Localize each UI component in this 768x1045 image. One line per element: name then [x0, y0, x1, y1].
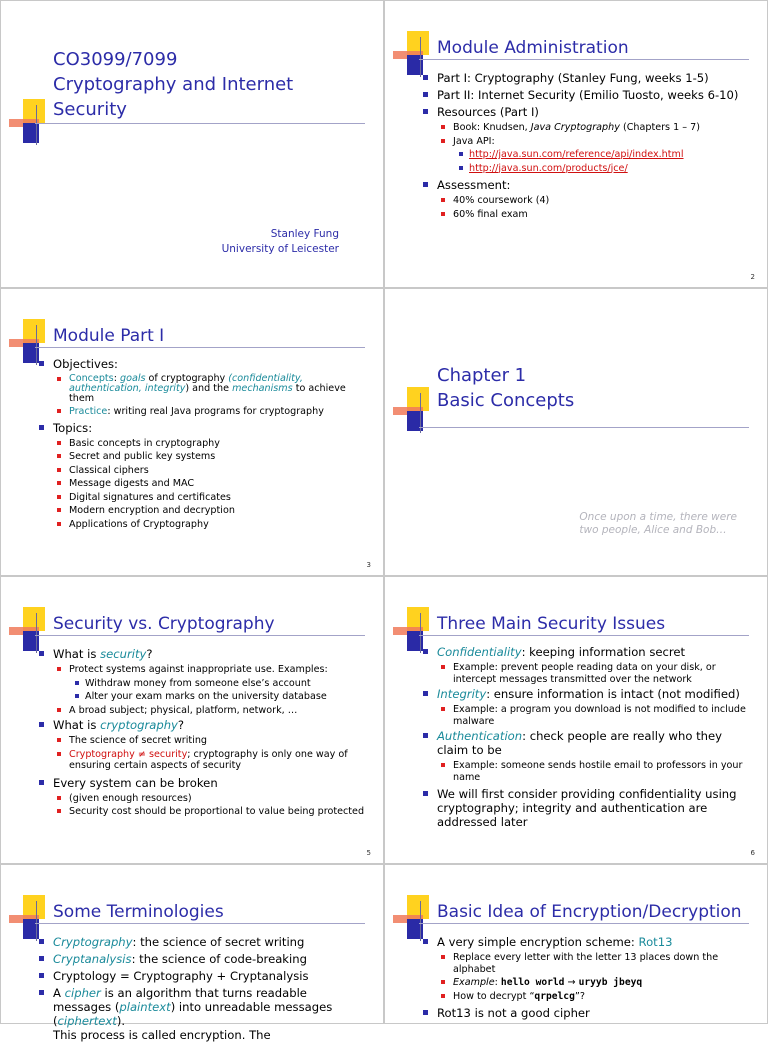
book-title: Java Cryptography [530, 122, 620, 133]
list-item: Protect systems against inappropriate use. Examples: [39, 664, 367, 676]
slide-three-security-issues [384, 576, 768, 864]
text: of cryptography [145, 373, 229, 384]
text: Cryptanalysis [53, 952, 132, 966]
title-underline [35, 347, 365, 348]
text: ) and the [185, 383, 233, 394]
list-item: Objectives: [39, 357, 367, 371]
course-name-line1: Cryptography and Internet [53, 74, 294, 95]
list-item: Applications of Cryptography [39, 519, 367, 531]
text: : ensure information is intact (not modified) [486, 687, 740, 701]
text: ? [146, 647, 153, 661]
list-item: Withdraw money from someone else’s account [39, 678, 367, 690]
text: Authentication [437, 729, 523, 743]
title-underline [35, 923, 365, 924]
chapter-number: Chapter 1 [437, 365, 527, 386]
list-item [39, 374, 367, 404]
quote-line: Once upon a time, there were [579, 511, 737, 523]
list-item [423, 935, 751, 949]
slide-body [423, 645, 751, 832]
list-item: Part II: Internet Security (Emilio Tuosto, weeks 6-10) [423, 88, 751, 102]
list-item [423, 122, 751, 134]
page-number: 2 [750, 273, 755, 281]
list-item: Basic concepts in cryptography [39, 438, 367, 450]
text: Cryptography [53, 935, 133, 949]
text: (confidentiality, authentication, integrity [69, 373, 303, 394]
text: Book: Knudsen, [453, 122, 531, 133]
course-name-line2: Security [53, 99, 127, 120]
slide-body [39, 647, 367, 820]
slide-title: Some Terminologies [53, 902, 224, 922]
list-item: 60% final exam [423, 209, 751, 221]
list-item: 40% coursework (4) [423, 195, 751, 207]
text: to achieve them [69, 383, 346, 404]
list-item: Rot13 is not a good cipher [423, 1006, 751, 1020]
text: Rot13 [638, 935, 673, 949]
page-number: 6 [750, 849, 755, 857]
text: This process is called encryption. The [53, 1028, 271, 1042]
text: cryptography [100, 718, 178, 732]
list-item: Alter your exam marks on the university database [39, 691, 367, 703]
text: What is [53, 647, 101, 661]
list-item: Cryptology = Cryptography + Cryptanalysis [39, 969, 367, 983]
slide-module-administration [384, 0, 768, 288]
text: qrpelcg [534, 990, 575, 1002]
text: uryyb jbeyq [578, 977, 643, 988]
slide-body [423, 935, 751, 1023]
list-item: Secret and public key systems [39, 451, 367, 463]
text: ; cryptography is only one way of ensuring certain aspects of security [69, 748, 348, 771]
list-item: Example: someone sends hostile email to professors in your name [423, 760, 751, 783]
text: A [53, 986, 65, 1000]
list-item [39, 406, 367, 418]
title-underline [419, 923, 749, 924]
list-item: (given enough resources) [39, 793, 367, 805]
slide-security-vs-cryptography [0, 576, 384, 864]
text: mechanisms [232, 383, 293, 394]
list-item [39, 935, 367, 949]
list-item: Java API: [423, 136, 751, 148]
text: cipher [64, 986, 101, 1000]
page-number: 5 [366, 849, 371, 857]
slide-module-part-one [0, 288, 384, 576]
text: hello world [500, 977, 565, 988]
list-item: Part I: Cryptography (Stanley Fung, weeks 1-5) [423, 71, 751, 85]
list-item [423, 687, 751, 701]
author-block [222, 227, 339, 257]
list-item: A broad subject; physical, platform, network, … [39, 705, 367, 717]
list-item: Example: prevent people reading data on your disk, or intercept messages transmitted over the network [423, 662, 751, 685]
slide-title: Module Part I [53, 326, 165, 346]
text: How to decrypt “ [453, 990, 535, 1002]
text: Example [453, 977, 495, 988]
slide-encryption-basics [384, 864, 768, 1024]
slide-title [0, 0, 384, 288]
java-api-link[interactable]: http://java.sun.com/reference/api/index.html [469, 149, 684, 160]
list-item [423, 729, 751, 757]
chapter-title [437, 363, 574, 413]
list-item: Topics: [39, 421, 367, 435]
author-name: Stanley Fung [270, 228, 339, 240]
list-item: We will first consider providing confidentiality using cryptography; integrity and authentication are addressed later [423, 787, 751, 829]
list-item [39, 749, 367, 772]
list-item [423, 149, 751, 161]
slide-body [39, 357, 367, 532]
text: plaintext [119, 1000, 171, 1014]
text: → [564, 977, 579, 988]
course-code: CO3099/7099 [53, 49, 178, 70]
course-title [53, 47, 293, 122]
list-item [39, 986, 367, 1042]
text: What is [53, 718, 101, 732]
slide-title: Basic Idea of Encryption/Decryption [437, 902, 742, 922]
text: : [494, 977, 501, 988]
title-underline [35, 635, 365, 636]
text: : writing real Java programs for cryptography [107, 406, 324, 417]
text: security [100, 647, 147, 661]
text: ) into unreadable messages ( [53, 1000, 333, 1028]
text: : check people are really who they claim to be [437, 729, 722, 757]
title-underline [419, 427, 749, 428]
text: Integrity [437, 687, 487, 701]
chapter-name: Basic Concepts [437, 390, 575, 411]
list-item: Resources (Part I) [423, 105, 751, 119]
text: : [113, 373, 120, 384]
quote-line: two people, Alice and Bob… [579, 524, 727, 536]
list-item: Security cost should be proportional to value being protected [39, 806, 367, 818]
text: Cryptography ≠ security [69, 748, 188, 760]
text: : keeping information secret [521, 645, 686, 659]
list-item [423, 991, 751, 1003]
list-item: Message digests and MAC [39, 478, 367, 490]
title-underline [419, 59, 749, 60]
text: ciphertext [57, 1014, 117, 1028]
list-item: The science of secret writing [39, 735, 367, 747]
list-item [423, 163, 751, 175]
list-item: Example: a program you download is not modified to include malware [423, 704, 751, 727]
list-item [39, 952, 367, 966]
text: Confidentiality [437, 645, 522, 659]
list-item: Modern encryption and decryption [39, 505, 367, 517]
list-item [423, 645, 751, 659]
slide-body [423, 71, 751, 222]
slide-title: Three Main Security Issues [437, 614, 666, 634]
slide-title: Security vs. Cryptography [53, 614, 275, 634]
list-item: Every system can be broken [39, 776, 367, 790]
slide-terminologies [0, 864, 384, 1042]
list-item: Digital signatures and certificates [39, 492, 367, 504]
title-underline [419, 635, 749, 636]
text: ? [177, 718, 185, 732]
list-item: Assessment: [423, 178, 751, 192]
text: (Chapters 1 – 7) [619, 122, 700, 133]
text: Concepts [69, 373, 114, 384]
author-institution: University of Leicester [221, 243, 339, 255]
list-item: Replace every letter with the letter 13 places down the alphabet [423, 952, 751, 975]
text: : the science of code-breaking [131, 952, 307, 966]
page-number: 3 [366, 561, 371, 569]
title-underline [35, 123, 365, 124]
text: goals [119, 373, 146, 384]
text: A very simple encryption scheme: [437, 935, 639, 949]
slide-body [39, 935, 367, 1045]
jce-link[interactable]: http://java.sun.com/products/jce/ [469, 162, 628, 174]
text: ”? [574, 990, 585, 1002]
text: : the science of secret writing [132, 935, 305, 949]
text: Practice [69, 406, 108, 417]
list-item: Classical ciphers [39, 465, 367, 477]
intro-quote [579, 511, 737, 537]
list-item [423, 977, 751, 989]
text: is an algorithm that turns readable messages ( [53, 986, 307, 1014]
slide-title: Module Administration [437, 38, 629, 58]
slide-chapter-one [384, 288, 768, 576]
list-item [39, 718, 367, 732]
text: ). [116, 1014, 126, 1028]
list-item [39, 647, 367, 661]
